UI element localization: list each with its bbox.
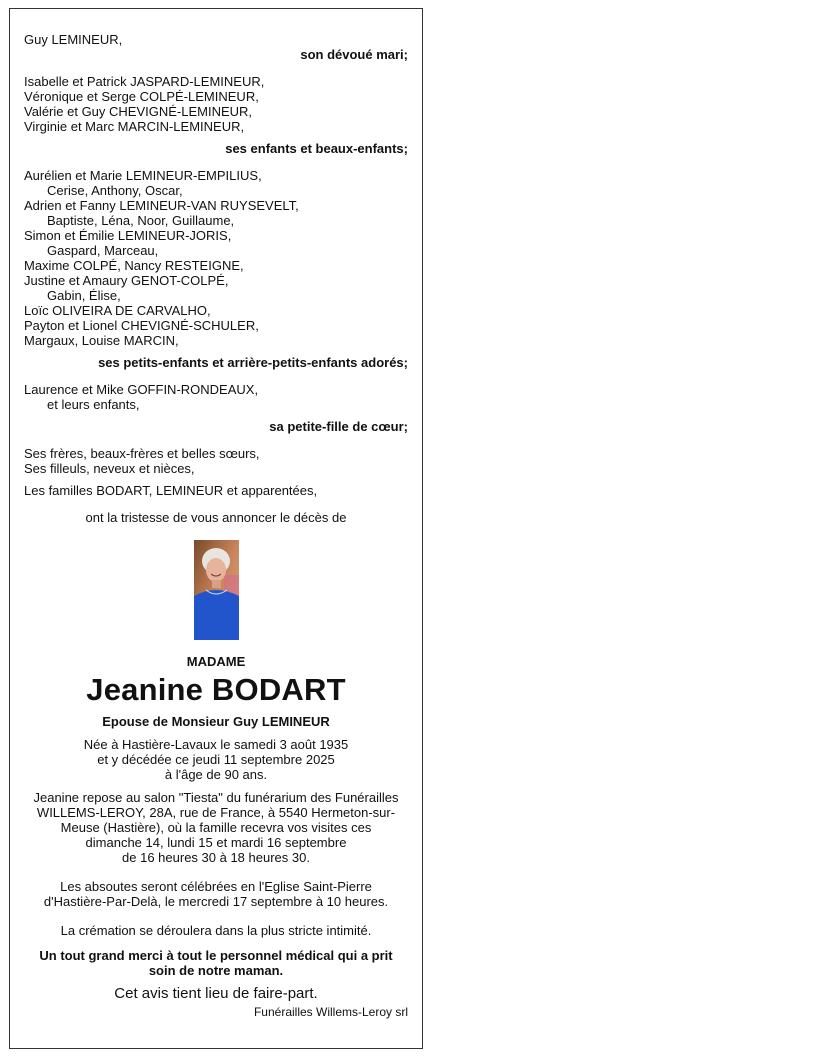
farewell-line: Cet avis tient lieu de faire-part. <box>114 985 318 1002</box>
grandchild-line: Justine et Amaury GENOT-COLPÉ, <box>24 273 229 288</box>
absolution-line: d'Hastière-Par-Delà, le mercredi 17 septembre à 10 heures. <box>43 894 389 909</box>
visitation-line: Jeanine repose au salon "Tiesta" du funérarium des Funérailles <box>33 790 399 805</box>
spouse-name: Guy LEMINEUR, <box>24 32 123 47</box>
deceased-photo <box>194 540 239 640</box>
child-line: Isabelle et Patrick JASPARD-LEMINEUR, <box>24 74 265 89</box>
child-line: Virginie et Marc MARCIN-LEMINEUR, <box>24 119 245 134</box>
grandchild-line: Cerise, Anthony, Oscar, <box>47 183 183 198</box>
cremation-line: La crémation se déroulera dans la plus stricte intimité. <box>60 923 372 938</box>
grandchild-line: Margaux, Louise MARCIN, <box>24 333 179 348</box>
grandchild-line: Gabin, Élise, <box>47 288 121 303</box>
thanks-line: soin de notre maman. <box>148 963 284 978</box>
goddaughter-line: et leurs enfants, <box>47 397 140 412</box>
families-line: Les familles BODART, LEMINEUR et apparentées, <box>24 483 318 498</box>
grandchild-line: Simon et Émilie LEMINEUR-JORIS, <box>24 228 232 243</box>
grandchild-line: Maxime COLPÉ, Nancy RESTEIGNE, <box>24 258 244 273</box>
grandchild-line: Baptiste, Léna, Noor, Guillaume, <box>47 213 235 228</box>
announcement-line: ont la tristesse de vous annoncer le décès de <box>85 510 347 525</box>
visitation-line: WILLEMS-LEROY, 28A, rue de France, à 5540 Hermeton-sur- <box>36 805 396 820</box>
thanks-line: Un tout grand merci à tout le personnel médical qui a prit <box>39 948 393 963</box>
child-line: Véronique et Serge COLPÉ-LEMINEUR, <box>24 89 259 104</box>
goddaughter-line: Laurence et Mike GOFFIN-RONDEAUX, <box>24 382 259 397</box>
absolution-line: Les absoutes seront célébrées en l'Eglise Saint-Pierre <box>60 879 372 894</box>
deceased-title: MADAME <box>186 654 246 669</box>
obituary-notice <box>9 8 423 1049</box>
grandchild-line: Adrien et Fanny LEMINEUR-VAN RUYSEVELT, <box>24 198 299 213</box>
children-role: ses enfants et beaux-enfants; <box>225 141 408 156</box>
grandchild-line: Loïc OLIVEIRA DE CARVALHO, <box>24 303 211 318</box>
visitation-line: Meuse (Hastière), où la famille recevra vos visites ces <box>60 820 372 835</box>
grandchildren-role: ses petits-enfants et arrière-petits-enfants adorés; <box>98 355 408 370</box>
goddaughter-role: sa petite-fille de cœur; <box>269 419 408 434</box>
siblings-line: Ses filleuls, neveux et nièces, <box>24 461 195 476</box>
birth-death-line: à l'âge de 90 ans. <box>164 767 268 782</box>
deceased-name: Jeanine BODART <box>86 672 346 707</box>
visitation-line: de 16 heures 30 à 18 heures 30. <box>122 850 310 865</box>
birth-death-line: Née à Hastière-Lavaux le samedi 3 août 1935 <box>83 737 349 752</box>
grandchild-line: Gaspard, Marceau, <box>47 243 159 258</box>
undertaker-name: Funérailles Willems-Leroy srl <box>253 1005 408 1019</box>
child-line: Valérie et Guy CHEVIGNÉ-LEMINEUR, <box>24 104 253 119</box>
grandchild-line: Payton et Lionel CHEVIGNÉ-SCHULER, <box>24 318 259 333</box>
visitation-line: dimanche 14, lundi 15 et mardi 16 septembre <box>85 835 347 850</box>
birth-death-line: et y décédée ce jeudi 11 septembre 2025 <box>97 752 335 767</box>
spouse-reference: Epouse de Monsieur Guy LEMINEUR <box>102 714 330 729</box>
siblings-line: Ses frères, beaux-frères et belles sœurs, <box>24 446 260 461</box>
deceased-portrait-icon <box>194 540 239 640</box>
grandchild-line: Aurélien et Marie LEMINEUR-EMPILIUS, <box>24 168 262 183</box>
spouse-role: son dévoué mari; <box>300 47 408 62</box>
